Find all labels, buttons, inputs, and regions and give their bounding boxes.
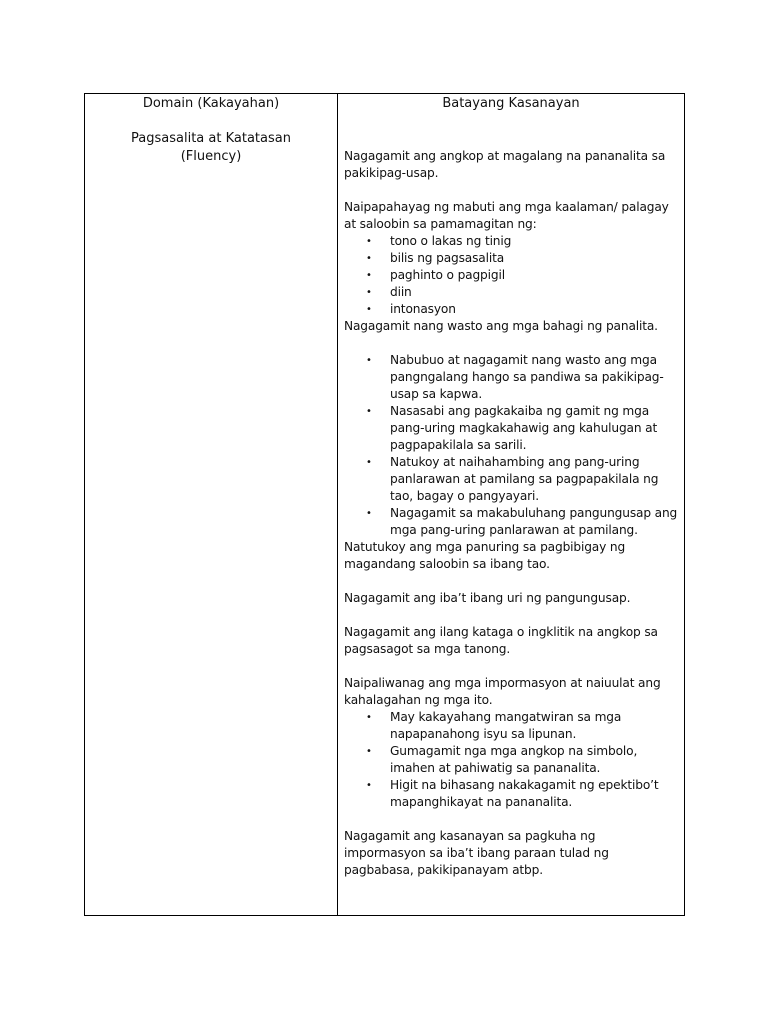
competency-header: Batayang Kasanayan bbox=[442, 96, 580, 111]
list-item: • intonasyon bbox=[344, 301, 678, 318]
list-item: • Higit na bihasang nakakagamit ng epektibo’t mapanghikayat na pananalita. bbox=[344, 777, 678, 811]
domain-title-line-2: (Fluency) bbox=[180, 149, 242, 164]
list-item: • Gumagamit nga mga angkop na simbolo, imahen at pahiwatig sa pananalita. bbox=[344, 743, 678, 777]
list-item: • tono o lakas ng tinig bbox=[344, 233, 678, 250]
competency-paragraph: Nagagamit nang wasto ang mga bahagi ng panalita. bbox=[344, 319, 658, 333]
bullet-list-expression bbox=[344, 233, 678, 318]
competency-paragraph: Nagagamit ang angkop at magalang na pananalita sa pakikipag-usap. bbox=[344, 149, 666, 180]
list-item: • paghinto o pagpigil bbox=[344, 267, 678, 284]
competency-paragraph: Nagagamit ang ilang kataga o ingklitik na angkop sa pagsasagot sa mga tanong. bbox=[344, 625, 658, 656]
domain-title bbox=[85, 130, 337, 166]
list-item: • Nagagamit sa makabuluhang pangungusap ang mga pang-uring panlarawan at pamilang. bbox=[344, 505, 678, 539]
domain-column bbox=[85, 94, 338, 915]
list-item: • bilis ng pagsasalita bbox=[344, 250, 678, 267]
bullet-list-reasoning bbox=[344, 709, 678, 811]
competency-paragraph: Naipaliwanag ang mga impormasyon at naiuulat ang kahalagahan ng mga ito. bbox=[344, 676, 661, 707]
list-item: • Natukoy at naihahambing ang pang-uring panlarawan at pamilang sa pagpapakilala ng tao, bagay o pangyayari. bbox=[344, 454, 678, 505]
competency-body bbox=[344, 148, 678, 879]
competency-table bbox=[84, 93, 685, 916]
list-item: • May kakayahang mangatwiran sa mga napapanahong isyu sa lipunan. bbox=[344, 709, 678, 743]
competency-column bbox=[338, 94, 684, 915]
bullet-list-parts-of-speech bbox=[344, 352, 678, 539]
domain-header: Domain (Kakayahan) bbox=[142, 96, 280, 111]
competency-paragraph: Nagagamit ang iba’t ibang uri ng pangungusap. bbox=[344, 591, 631, 605]
competency-paragraph: Nagagamit ang kasanayan sa pagkuha ng impormasyon sa iba’t ibang paraan tulad ng pagbabasa, pakikipanayam atbp. bbox=[344, 829, 609, 877]
competency-paragraph: Natutukoy ang mga panuring sa pagbibigay ng magandang saloobin sa ibang tao. bbox=[344, 540, 626, 571]
list-item: • diin bbox=[344, 284, 678, 301]
competency-paragraph: Naipapahayag ng mabuti ang mga kaalaman/ palagay at saloobin sa pamamagitan ng: bbox=[344, 200, 669, 231]
list-item: • Nabubuo at nagagamit nang wasto ang mga pangngalang hango sa pandiwa sa pakikipag-usap sa kapwa. bbox=[344, 352, 678, 403]
list-item: • Nasasabi ang pagkakaiba ng gamit ng mga pang-uring magkakahawig ang kahulugan at pagpapakilala sa sarili. bbox=[344, 403, 678, 454]
domain-title-line-1: Pagsasalita at Katatasan bbox=[131, 131, 291, 146]
